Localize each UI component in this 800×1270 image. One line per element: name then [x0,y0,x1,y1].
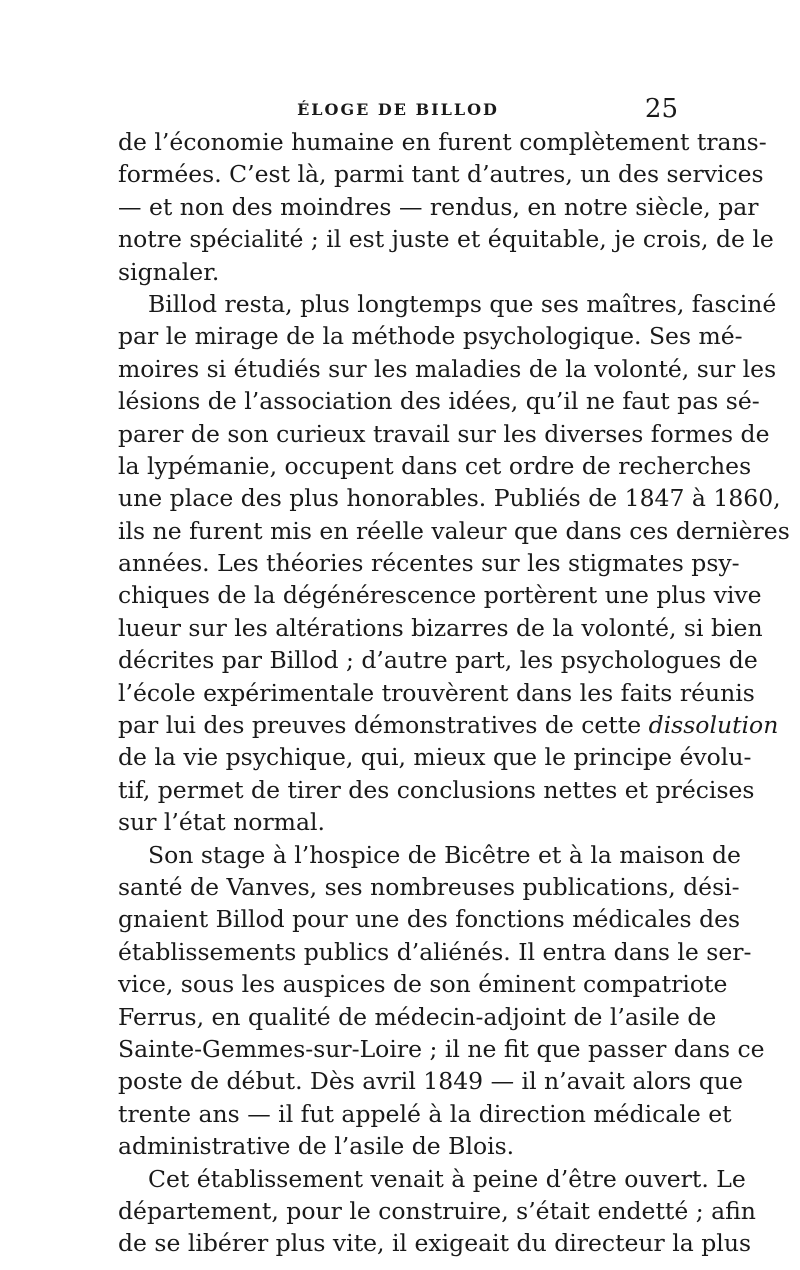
text-line: moires si étudiés sur les maladies de la volonté, sur les [118,354,777,383]
text-line: signaler. [118,257,220,286]
text-line: administrative de l’asile de Blois. [118,1132,515,1161]
text-line: formées. C’est là, parmi tant d’autres, un des services [118,160,764,189]
text-line: Cet établissement venait à peine d’être ouvert. Le [148,1164,746,1193]
text-line: sur l’état normal. [118,808,325,837]
text-line: par le mirage de la méthode psychologique. Ses mé- [118,322,743,351]
text-line: trente ans — il fut appelé à la direction médicale et [118,1099,732,1128]
text-line: ils ne furent mis en réelle valeur que dans ces dernières [118,516,790,545]
text-line: santé de Vanves, ses nombreuses publications, dési- [118,872,740,901]
text-line: de la vie psychique, qui, mieux que le principe évolu- [118,743,752,772]
text-line: poste de début. Dès avril 1849 — il n’avait alors que [118,1067,743,1096]
text-line: Son stage à l’hospice de Bicêtre et à la maison de [148,840,741,869]
text-line: années. Les théories récentes sur les stigmates psy- [118,549,740,578]
running-title: ÉLOGE DE BILLOD [297,100,499,119]
text-line: la lypémanie, occupent dans cet ordre de recherches [118,451,752,480]
text-line: Billod resta, plus longtemps que ses maîtres, fasciné [148,289,777,318]
text-line: Ferrus, en qualité de médecin-adjoint de l’asile de [118,1002,717,1031]
text-line: établissements publics d’aliénés. Il entra dans le ser- [118,937,752,966]
text-line: tif, permet de tirer des conclusions nettes et précises [118,775,755,804]
page-number: 25 [644,94,678,124]
text-line: décrites par Billod ; d’autre part, les psychologues de [118,646,758,675]
text-line: chiques de la dégénérescence portèrent une plus vive [118,581,762,610]
page-header [118,94,678,128]
text-line: une place des plus honorables. Publiés de 1847 à 1860, [118,484,781,513]
text-line: de se libérer plus vite, il exigeait du directeur la plus [118,1229,752,1258]
text-segment: par lui des preuves démonstratives de cette [118,711,642,740]
text-line: lueur sur les altérations bizarres de la volonté, si bien [118,613,763,642]
body-text [118,126,790,1260]
text-line: vice, sous les auspices de son éminent compatriote [118,970,728,999]
text-line-with-italic [118,709,779,741]
text-line: notre spécialité ; il est juste et équitable, je crois, de le [118,225,774,254]
text-line: gnaient Billod pour une des fonctions médicales des [118,905,741,934]
text-line: département, pour le construire, s’était endetté ; afin [118,1196,756,1225]
text-line: — et non des moindres — rendus, en notre siècle, par [118,192,759,221]
text-line: de l’économie humaine en furent complètement trans- [118,128,767,156]
text-line: lésions de l’association des idées, qu’il ne faut pas sé- [118,387,760,416]
text-line: Sainte-Gemmes-sur-Loire ; il ne fit que passer dans ce [118,1034,765,1063]
text-line: l’école expérimentale trouvèrent dans les faits réunis [118,678,755,707]
text-line: parer de son curieux travail sur les diverses formes de [118,419,770,448]
italic-word: dissolution [648,711,779,740]
